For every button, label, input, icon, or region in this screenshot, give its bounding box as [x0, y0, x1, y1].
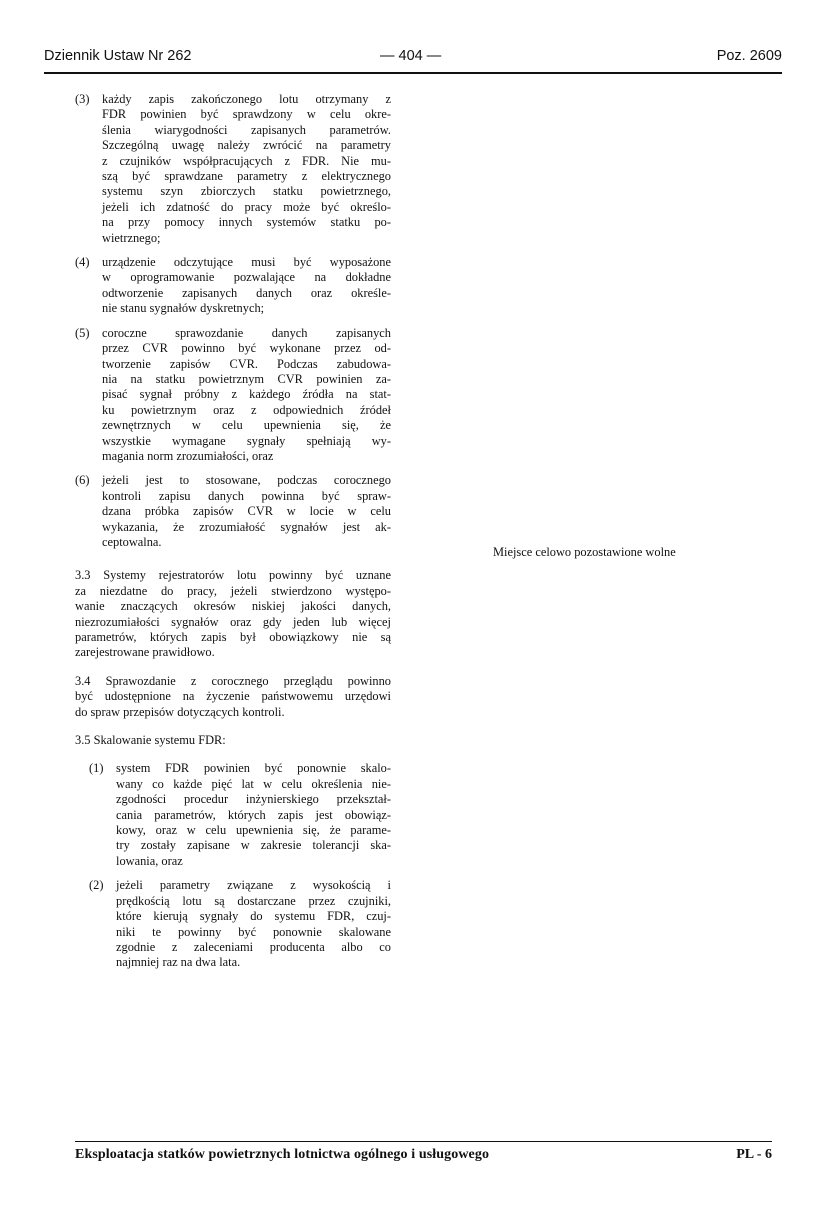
- footer-title: Eksploatacja statków powietrznych lotnictwa ogólnego i usługowego: [75, 1147, 490, 1162]
- list-item: [75, 326, 391, 465]
- text-line: niki te powinny być ponownie skalowane: [116, 924, 391, 939]
- text-line: parametrów, których zapis był obowiązkowy nie są: [75, 630, 391, 644]
- text-line: dzana próbka zapisów CVR w locie w celu: [102, 504, 391, 519]
- text-line: prędkością lotu są dostarczane przez czujniki,: [116, 893, 391, 908]
- left-column: [75, 92, 391, 980]
- list-item-number: (5): [75, 325, 90, 340]
- text-line: wszystkie wymagane sygnały spełniają wy-: [102, 433, 391, 448]
- text-line: tworzenie zapisów CVR. Podczas zabudowa-: [102, 356, 391, 371]
- text-line: zgodnie z zaleceniami producenta albo co: [116, 939, 391, 954]
- text-line: ślenia wiarygodności zapisanych parametrów.: [102, 122, 391, 137]
- text-line: kontroli zapisu danych powinna być spraw-: [102, 488, 391, 503]
- text-line: szą być sprawdzane parametry z elektrycznego: [102, 169, 391, 184]
- text-line: wietrznego;: [102, 230, 161, 245]
- list-item: [75, 92, 391, 246]
- text-line: niezrozumiałości sygnałów oraz gdy jeden lub więcej: [75, 614, 391, 629]
- text-line: zarejestrowane prawidłowo.: [75, 645, 215, 660]
- paragraph: [75, 674, 391, 720]
- text-line: magania norm zrozumiałości, oraz: [102, 448, 274, 463]
- text-line: które kierują sygnały do systemu FDR, czuj-: [116, 909, 391, 924]
- text-line: cania parametrów, których zapis jest obowiąz-: [116, 807, 391, 822]
- text-line: wany co każde pięć lat w celu określenia nie-: [116, 776, 391, 791]
- list-item: [75, 473, 391, 550]
- text-line: kowy, oraz w celu upewnienia się, że parame-: [116, 823, 391, 838]
- text-line: przez CVR powinno być wykonane przez od-: [102, 341, 391, 356]
- text-line: 3.3 Systemy rejestratorów lotu powinny być uznane: [75, 568, 391, 583]
- text-line: 3.4 Sprawozdanie z corocznego przeglądu powinno: [75, 673, 391, 688]
- text-line: zewnętrznych w celu upewnienia się, że: [102, 418, 391, 433]
- journal-title: Dziennik Ustaw Nr 262: [44, 48, 192, 64]
- list-item-number: (1): [89, 761, 104, 776]
- text-line: najmniej raz na dwa lata.: [116, 955, 241, 970]
- list-item-number: (2): [89, 878, 104, 893]
- text-line: ceptowalna.: [102, 534, 162, 549]
- list-item: [75, 255, 391, 317]
- intentionally-blank-note: Miejsce celowo pozostawione wolne: [493, 545, 676, 559]
- text-line: FDR powinien być sprawdzony w celu okre-: [102, 107, 391, 122]
- text-line: na przy pomocy innych systemów statku po-: [102, 215, 391, 230]
- text-line: wanie znaczących okresów niskiej jakości danych,: [75, 599, 391, 614]
- list-item: [89, 878, 391, 970]
- text-line: jeżeli ich zdatność do pracy może być określo-: [102, 199, 391, 214]
- page-header: [44, 46, 782, 74]
- list-item-number: (6): [75, 473, 90, 488]
- text-line: systemu szyn zbiorczych statku powietrznego,: [102, 184, 391, 199]
- paragraphs: [75, 568, 391, 748]
- text-line: system FDR powinien być ponownie skalo-: [116, 761, 391, 776]
- text-line: wykazania, że zrozumiałość sygnałów jest ak-: [102, 519, 391, 534]
- text-line: lowania, oraz: [116, 853, 183, 868]
- list-item-number: (3): [75, 92, 90, 106]
- footer-page-code: PL - 6: [736, 1147, 772, 1162]
- text-line: zgodności procedur inżynierskiego przekształ-: [116, 792, 391, 807]
- paragraph: [75, 733, 391, 748]
- text-line: jeżeli jest to stosowane, podczas corocznego: [102, 473, 391, 488]
- text-line: try zostały zapisane w zakresie tolerancji ska-: [116, 838, 391, 853]
- list-item-number: (4): [75, 255, 90, 270]
- text-line: pisać sygnał próbny z każdego źródła na stat-: [102, 387, 391, 402]
- text-line: w oprogramowanie pozwalające na dokładne: [102, 270, 391, 285]
- position-number: Poz. 2609: [716, 48, 782, 64]
- text-line: do spraw przepisów dotyczących kontroli.: [75, 704, 285, 719]
- page-footer: [75, 1141, 772, 1172]
- page-number: — 404 —: [380, 48, 442, 64]
- text-line: nia na statku powietrznym CVR powinien za-: [102, 371, 391, 386]
- text-line: Szczególną uwagę należy zwrócić na parametry: [102, 138, 391, 153]
- text-line: być udostępnione na życzenie państwowemu urzędowi: [75, 689, 391, 704]
- text-line: 3.5 Skalowanie systemu FDR:: [75, 733, 226, 748]
- list-items-bottom: [75, 761, 391, 970]
- text-line: jeżeli parametry związane z wysokością i: [116, 878, 391, 893]
- text-line: coroczne sprawozdanie danych zapisanych: [102, 325, 391, 340]
- list-items-top: [75, 92, 391, 550]
- text-line: ku powietrznym oraz z odpowiednich źródeł: [102, 402, 391, 417]
- list-item: [89, 761, 391, 869]
- text-line: z czujników współpracujących z FDR. Nie mu-: [102, 153, 391, 168]
- text-line: urządzenie odczytujące musi być wyposażone: [102, 255, 391, 270]
- text-line: za niezdatne do pracy, jeżeli stwierdzono występo-: [75, 583, 391, 598]
- text-line: odtworzenie zapisanych danych oraz określe-: [102, 285, 391, 300]
- text-line: każdy zapis zakończonego lotu otrzymany z: [102, 92, 391, 106]
- paragraph: [75, 568, 391, 660]
- text-line: nie stanu sygnałów dyskretnych;: [102, 301, 265, 316]
